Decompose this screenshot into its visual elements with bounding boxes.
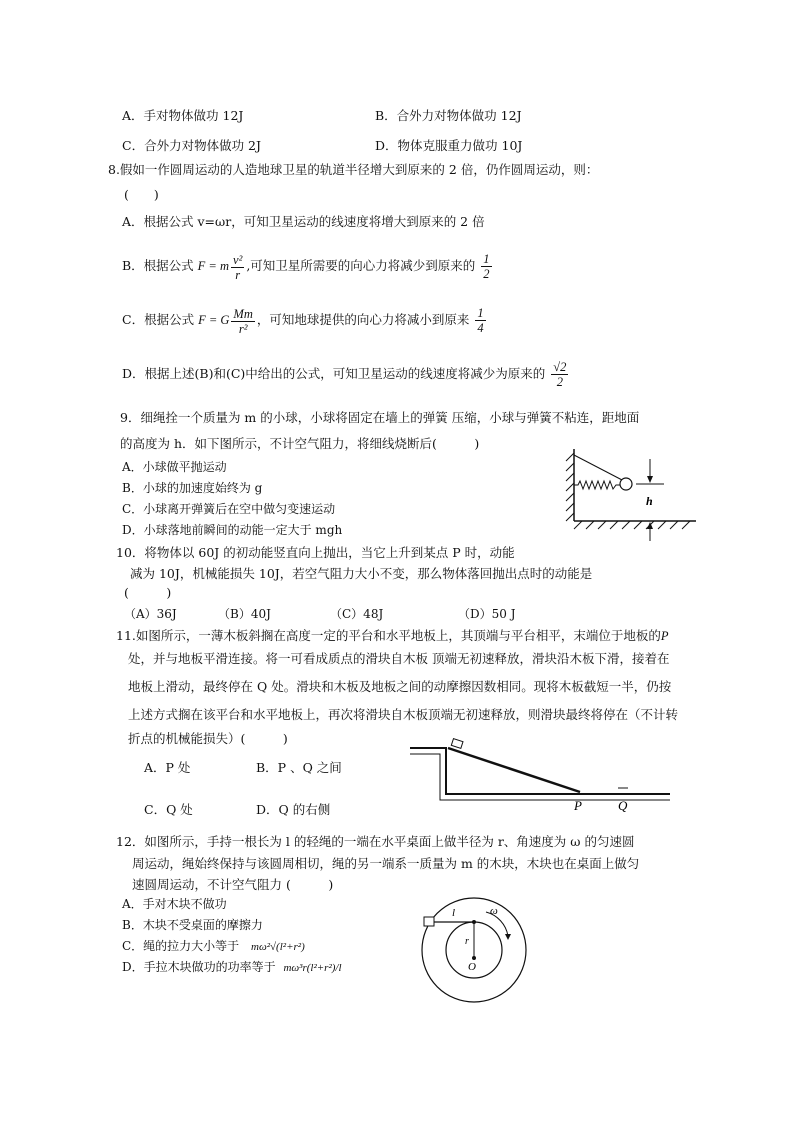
q11-line-1-text: 11.如图所示，一薄木板斜搁在高度一定的平台和水平地板上，其顶端与平台相平，末端位于地板的: [116, 628, 661, 643]
q11-option-c: C．Q 处: [144, 802, 193, 817]
q11-option-b: B．P 、Q 之间: [256, 760, 342, 775]
q10-option-b: （B）40J: [218, 607, 271, 621]
q8-option-c-post: ，可知地球提供的向心力将减小到原来: [256, 312, 470, 327]
q12-option-c: [122, 938, 305, 955]
q10-stem-2: 减为 10J，机械能损失 10J，若空气阻力大小不变，那么物体落回抛出点时的动能是: [130, 566, 593, 581]
q8-b-formula: F = m $\frac{\text{v²}}{r}$: [197, 252, 243, 282]
q8-d-fraction: $\frac{√2}{2}$: [553, 360, 567, 389]
q7-option-d: D．物体克服重力做功 10J: [375, 138, 523, 153]
q12-circle-figure: [418, 892, 546, 1006]
q12-option-c-text: C．绳的拉力大小等于: [122, 939, 240, 953]
q12-omega-label: ω: [490, 905, 498, 917]
q11-option-a: A．P 处: [144, 760, 191, 775]
q12-l-label: l: [452, 907, 456, 919]
q9-option-d: D．小球落地前瞬间的动能一定大于 mgh: [122, 523, 343, 537]
q8-c-formula: F = G $\frac{Mm}{\text{r²}}$: [198, 306, 253, 336]
q8-stem: 8.假如一作圆周运动的人造地球卫星的轨道半径增大到原来的 2 倍，仍作圆周运动，则：: [108, 162, 599, 177]
q10-stem-1: 10．将物体以 60J 的初动能竖直向上抛出，当它上升到某点 P 时，动能: [116, 545, 515, 560]
q10-option-a: （A）36J: [124, 607, 177, 621]
q11-line-4: 上述方式搁在该平台和水平地板上，再次将滑块自木板顶端无初速释放，则滑块最终将停在（不计转: [128, 707, 679, 722]
q12-o-label: O: [468, 961, 476, 973]
q10-paren: ( ): [124, 585, 172, 600]
q9-option-c: C．小球离开弹簧后在空中做匀变速运动: [122, 502, 336, 516]
q12-option-d: [122, 959, 342, 976]
q12-option-a: A．手对木块不做功: [122, 897, 227, 911]
q11-line-2: 处，并与地板平滑连接。将一可看成质点的滑块自木板 顶端无初速释放，滑块沿木板下滑，接着在: [128, 651, 670, 666]
q9-stem-2: 的高度为 h．如下图所示，不计空气阻力，将细线烧断后( ): [120, 436, 480, 451]
q8-option-c-pre: C．根据公式: [122, 312, 195, 327]
q11-q-label: Q: [618, 798, 628, 813]
q12-line-3: 速圆周运动，不计空气阻力 ( ): [132, 877, 334, 892]
q8-option-d-pre: D．根据上述(B)和(C)中给出的公式，可知卫星运动的线速度将减少为原来的: [122, 366, 546, 381]
q11-option-d: D．Q 的右侧: [256, 802, 331, 817]
q10-option-c: （C）48J: [330, 607, 384, 621]
q12-c-formula: mω²√(l²+r²): [251, 941, 305, 953]
q8-option-b: [122, 252, 494, 282]
q8-paren: ( ): [124, 187, 159, 202]
q12-line-1: 12．如图所示，手持一根长为 l 的轻绳的一端在水平桌面上做半径为 r、角速度为 ω 的匀速圆: [116, 834, 635, 849]
q8-option-d: [122, 360, 570, 389]
q11-line-3: 地板上滑动，最终停在 Q 处。滑块和木板及地板之间的动摩擦因数相同。现将木板截短一半，仍按: [128, 679, 672, 694]
q9-spring-figure: [560, 445, 700, 545]
q8-option-a: A．根据公式 v=ωr，可知卫星运动的线速度将增大到原来的 2 倍: [122, 214, 485, 229]
q12-r-label: r: [465, 936, 469, 947]
q8-option-c: [122, 306, 488, 336]
q8-b-fraction: $\frac{1}{2}$: [483, 252, 490, 281]
q11-line-1: [116, 628, 669, 644]
q9-h-label: h: [646, 494, 653, 508]
q8-option-b-post: ,可知卫星所需要的向心力将减少到原来的: [246, 258, 476, 273]
q11-p-label: P: [574, 798, 582, 813]
q9-option-b: B．小球的加速度始终为 g: [122, 481, 263, 495]
q11-line-5: 折点的机械能损失）( ): [128, 731, 288, 746]
q7-option-c: C．合外力对物体做功 2J: [122, 138, 262, 153]
q10-option-d: （D）50 J: [458, 607, 516, 621]
q9-stem-1: 9．细绳拴一个质量为 m 的小球，小球将固定在墙上的弹簧 压缩，小球与弹簧不粘连，距地面: [120, 410, 640, 425]
q11-line-1-p: P: [660, 629, 669, 643]
q7-option-a: A．手对物体做功 12J: [122, 108, 244, 123]
q12-line-2: 周运动，绳始终保持与该圆周相切，绳的另一端系一质量为 m 的木块，木块也在桌面上做匀: [132, 856, 640, 871]
q12-option-d-text: D．手拉木块做功的功率等于: [122, 960, 276, 974]
q11-incline-figure: [408, 734, 674, 814]
q7-option-b: B．合外力对物体做功 12J: [375, 108, 522, 123]
q12-d-formula: mω³r(l²+r²)/l: [283, 962, 342, 974]
q8-option-b-pre: B．根据公式: [122, 258, 194, 273]
q8-c-fraction: $\frac{1}{4}$: [477, 306, 484, 335]
q9-option-a: A．小球做平抛运动: [122, 460, 227, 474]
q12-option-b: B．木块不受桌面的摩擦力: [122, 918, 263, 932]
